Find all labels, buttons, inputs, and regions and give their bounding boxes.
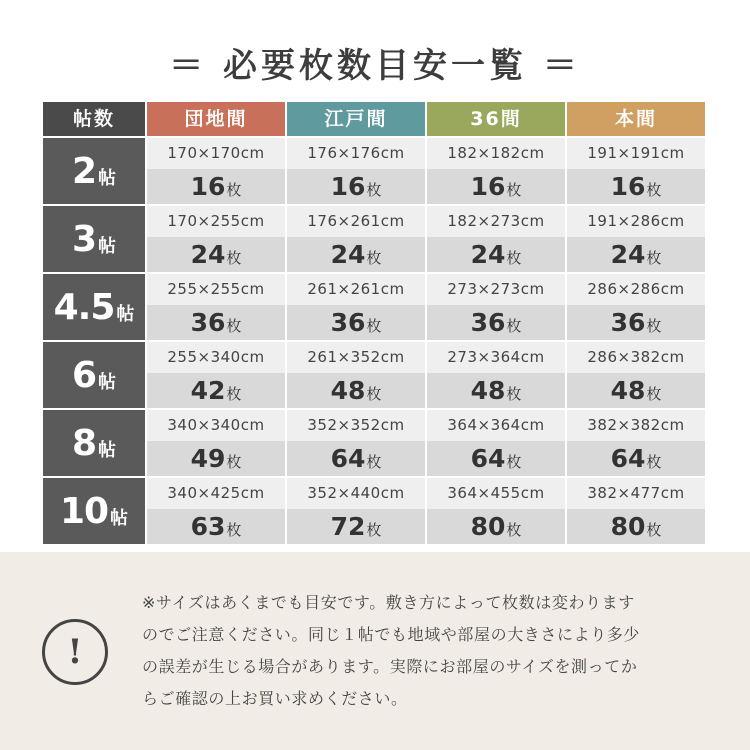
count-text	[427, 509, 565, 544]
tatami-count-table	[43, 102, 707, 546]
count-unit: 枚	[506, 317, 522, 335]
count-number: 24	[610, 240, 646, 269]
jo-unit: 帖	[116, 304, 135, 325]
count-unit: 枚	[506, 181, 522, 199]
count-unit: 枚	[506, 249, 522, 267]
jo-unit: 帖	[98, 236, 117, 257]
table-body	[43, 138, 707, 544]
data-cell	[567, 478, 705, 544]
note-line: ※サイズはあくまでも目安です。敷き方によって枚数は変わります	[142, 593, 635, 612]
count-number: 64	[470, 444, 506, 473]
count-unit: 枚	[226, 521, 242, 539]
count-number: 64	[330, 444, 366, 473]
size-text: 364×455cm	[427, 478, 565, 509]
size-text: 182×182cm	[427, 138, 565, 169]
data-cell	[287, 342, 425, 408]
count-number: 72	[330, 512, 366, 541]
count-text	[567, 169, 705, 204]
data-cell	[287, 206, 425, 272]
jo-unit: 帖	[98, 372, 117, 393]
count-unit: 枚	[226, 317, 242, 335]
count-number: 16	[190, 172, 226, 201]
count-number: 49	[190, 444, 226, 473]
count-number: 48	[330, 376, 366, 405]
header-36ma: 36間	[427, 102, 565, 136]
note-line: らご確認の上お買い求めください。	[142, 689, 408, 708]
count-text	[427, 237, 565, 272]
data-cell	[287, 478, 425, 544]
jo-cell	[43, 206, 145, 272]
size-text: 382×382cm	[567, 410, 705, 441]
jo-number: 2	[71, 150, 97, 192]
count-number: 24	[190, 240, 226, 269]
page-title: ＝ 必要枚数目安一覧 ＝	[169, 46, 581, 86]
count-number: 36	[190, 308, 226, 337]
header-edoma: 江戸間	[287, 102, 425, 136]
count-text	[147, 169, 285, 204]
table-header	[43, 102, 707, 136]
count-number: 16	[610, 172, 646, 201]
count-unit: 枚	[366, 385, 382, 403]
size-text: 191×286cm	[567, 206, 705, 237]
count-text	[567, 305, 705, 340]
data-cell	[567, 410, 705, 476]
data-cell	[147, 478, 285, 544]
data-cell	[147, 274, 285, 340]
count-number: 80	[610, 512, 646, 541]
note-section	[0, 552, 750, 750]
count-text	[287, 169, 425, 204]
count-number: 16	[470, 172, 506, 201]
data-cell	[567, 206, 705, 272]
count-number: 80	[470, 512, 506, 541]
count-number: 63	[190, 512, 226, 541]
count-unit: 枚	[366, 181, 382, 199]
count-unit: 枚	[506, 521, 522, 539]
count-text	[147, 305, 285, 340]
count-unit: 枚	[366, 521, 382, 539]
count-text	[567, 373, 705, 408]
data-cell	[567, 342, 705, 408]
size-text: 352×352cm	[287, 410, 425, 441]
size-text: 352×440cm	[287, 478, 425, 509]
note-line: の誤差が生じる場合があります。実際にお部屋のサイズを測ってか	[142, 657, 638, 676]
count-text	[147, 441, 285, 476]
data-cell	[147, 410, 285, 476]
count-number: 24	[330, 240, 366, 269]
table-row	[43, 478, 707, 544]
count-text	[427, 373, 565, 408]
note-text	[142, 587, 722, 715]
data-cell	[427, 274, 565, 340]
jo-cell	[43, 410, 145, 476]
count-text	[427, 305, 565, 340]
data-cell	[147, 206, 285, 272]
size-text: 364×364cm	[427, 410, 565, 441]
data-cell	[147, 138, 285, 204]
data-cell	[427, 342, 565, 408]
count-number: 64	[610, 444, 646, 473]
size-text: 170×255cm	[147, 206, 285, 237]
count-number: 48	[610, 376, 646, 405]
jo-cell	[43, 138, 145, 204]
count-number: 48	[470, 376, 506, 405]
count-text	[287, 441, 425, 476]
size-text: 176×261cm	[287, 206, 425, 237]
size-text: 261×261cm	[287, 274, 425, 305]
jo-number: 4.5	[53, 286, 115, 328]
count-text	[567, 441, 705, 476]
note-line: のでご注意ください。同じ１帖でも地域や部屋の大きさにより多少	[142, 625, 641, 644]
count-unit: 枚	[506, 453, 522, 471]
data-cell	[567, 138, 705, 204]
size-text: 273×273cm	[427, 274, 565, 305]
size-text: 340×340cm	[147, 410, 285, 441]
jo-unit: 帖	[98, 440, 117, 461]
count-unit: 枚	[226, 181, 242, 199]
jo-number: 6	[71, 354, 97, 396]
count-text	[427, 441, 565, 476]
header-danchima: 団地間	[147, 102, 285, 136]
count-unit: 枚	[506, 385, 522, 403]
data-cell	[427, 138, 565, 204]
count-unit: 枚	[646, 453, 662, 471]
count-unit: 枚	[226, 385, 242, 403]
size-text: 286×382cm	[567, 342, 705, 373]
count-text	[427, 169, 565, 204]
count-text	[567, 509, 705, 544]
count-unit: 枚	[646, 317, 662, 335]
count-number: 42	[190, 376, 226, 405]
data-cell	[287, 274, 425, 340]
size-text: 382×477cm	[567, 478, 705, 509]
count-text	[147, 237, 285, 272]
count-unit: 枚	[226, 249, 242, 267]
data-cell	[427, 410, 565, 476]
data-cell	[287, 410, 425, 476]
jo-unit: 帖	[110, 508, 129, 529]
exclamation-icon: !	[42, 619, 108, 685]
size-text: 255×340cm	[147, 342, 285, 373]
size-text: 176×176cm	[287, 138, 425, 169]
data-cell	[567, 274, 705, 340]
table-row	[43, 206, 707, 272]
jo-number: 10	[59, 490, 109, 532]
count-unit: 枚	[646, 181, 662, 199]
table-row	[43, 138, 707, 204]
count-text	[147, 373, 285, 408]
count-unit: 枚	[646, 521, 662, 539]
count-unit: 枚	[646, 249, 662, 267]
jo-number: 3	[71, 218, 97, 260]
count-number: 36	[470, 308, 506, 337]
size-text: 255×255cm	[147, 274, 285, 305]
header-honma: 本間	[567, 102, 705, 136]
count-text	[287, 305, 425, 340]
count-unit: 枚	[366, 249, 382, 267]
jo-number: 8	[71, 422, 97, 464]
count-number: 24	[470, 240, 506, 269]
table-row	[43, 274, 707, 340]
count-unit: 枚	[366, 317, 382, 335]
size-text: 182×273cm	[427, 206, 565, 237]
count-unit: 枚	[226, 453, 242, 471]
size-text: 261×352cm	[287, 342, 425, 373]
count-text	[287, 509, 425, 544]
count-number: 36	[610, 308, 646, 337]
count-text	[147, 509, 285, 544]
header-jo: 帖数	[43, 102, 145, 136]
count-number: 36	[330, 308, 366, 337]
data-cell	[427, 206, 565, 272]
data-cell	[287, 138, 425, 204]
count-text	[287, 373, 425, 408]
table-row	[43, 410, 707, 476]
size-text: 170×170cm	[147, 138, 285, 169]
size-text: 273×364cm	[427, 342, 565, 373]
count-text	[287, 237, 425, 272]
size-text: 340×425cm	[147, 478, 285, 509]
count-number: 16	[330, 172, 366, 201]
count-unit: 枚	[366, 453, 382, 471]
size-text: 286×286cm	[567, 274, 705, 305]
count-unit: 枚	[646, 385, 662, 403]
data-cell	[147, 342, 285, 408]
table-row	[43, 342, 707, 408]
size-text: 191×191cm	[567, 138, 705, 169]
jo-unit: 帖	[98, 168, 117, 189]
jo-cell	[43, 478, 145, 544]
data-cell	[427, 478, 565, 544]
jo-cell	[43, 342, 145, 408]
jo-cell	[43, 274, 145, 340]
count-text	[567, 237, 705, 272]
